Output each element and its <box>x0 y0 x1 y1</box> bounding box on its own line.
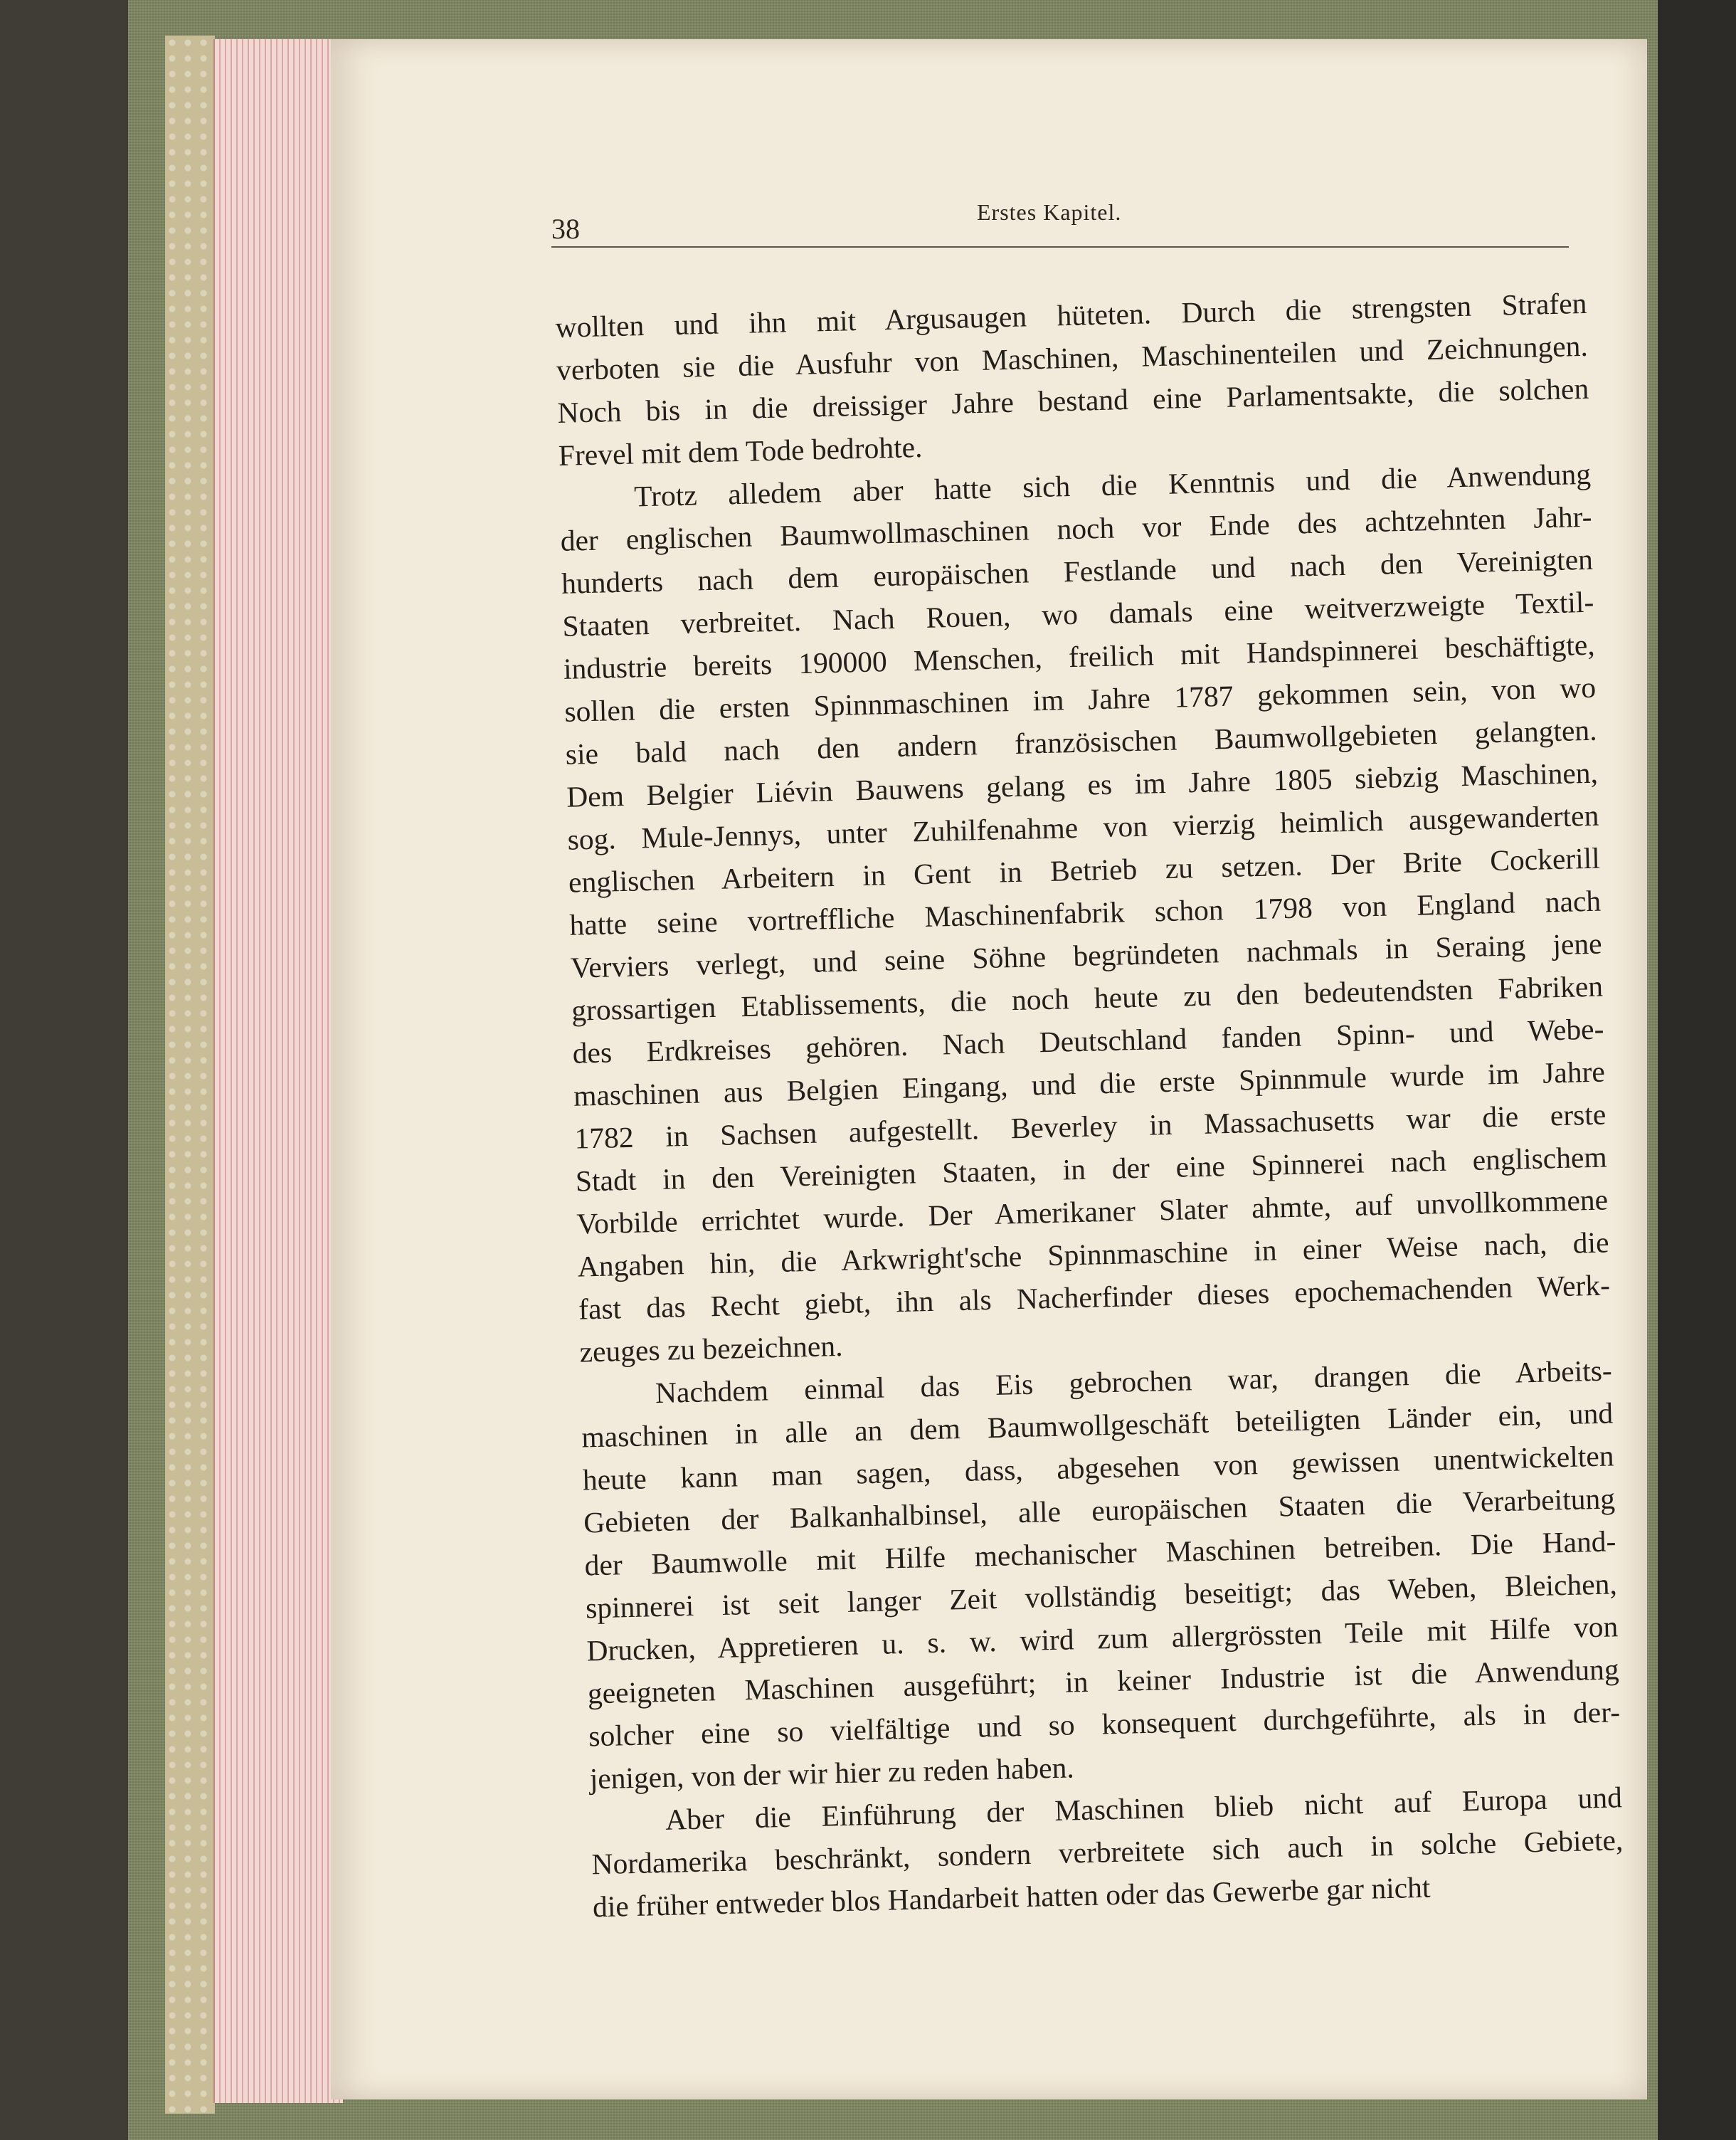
text-line: fast das Recht giebt, ihn als Nacherfinder dieses epochemachenden Werk- <box>578 1268 1611 1326</box>
text-line: spinnerei ist seit langer Zeit vollständig beseitigt; das Weben, Bleichen, <box>585 1567 1618 1625</box>
text-line: Nordamerika beschränkt, sondern verbreitete sich auch in solche Gebiete, <box>591 1823 1624 1881</box>
text-line: der englischen Baumwollmaschinen noch vor Ende des achtzehnten Jahr- <box>560 500 1592 557</box>
paragraph <box>580 1349 1621 1800</box>
text-line: sollen die ersten Spinnmaschinen im Jahre 1787 gekommen sein, von wo <box>563 670 1597 728</box>
text-line: jenigen, von der wir hier zu reden haben. <box>589 1751 1075 1796</box>
page-number: 38 <box>551 213 580 245</box>
decorative-endpaper <box>165 36 215 2114</box>
text-line: verboten sie die Ausfuhr von Maschinen, Maschinenteilen und Zeichnungen. <box>556 329 1589 386</box>
text-line: zeuges zu bezeichnen. <box>579 1329 843 1369</box>
header-rule <box>551 246 1569 248</box>
body-text <box>555 282 1624 1929</box>
text-line: geeigneten Maschinen ausgeführt; in keiner Industrie ist die Anwendung <box>587 1653 1620 1710</box>
page-edges <box>213 39 343 2103</box>
text-line: hunderts nach dem europäischen Festlande und nach den Vereinigten <box>561 542 1594 600</box>
text-line: Noch bis in die dreissiger Jahre bestand eine Parlamentsakte, die solchen <box>556 371 1589 429</box>
text-line: der Baumwolle mit Hilfe mechanischer Maschinen betreiben. Die Hand- <box>584 1524 1616 1582</box>
text-line: sog. Mule-Jennys, unter Zuhilfenahme von vierzig heimlich ausgewanderten <box>567 798 1599 856</box>
text-line: Drucken, Appretieren u. s. w. wird zum allergrössten Teile mit Hilfe von <box>586 1610 1619 1667</box>
text-line: Verviers verlegt, und seine Söhne begründeten nachmals in Seraing jene <box>570 927 1603 984</box>
text-line: Angaben hin, die Arkwright'sche Spinnmaschine in einer Weise nach, die <box>577 1226 1609 1283</box>
text-line: Vorbilde errichtet wurde. Der Amerikaner Slater ahmte, auf unvollkommene <box>576 1183 1609 1240</box>
text-line: englischen Arbeitern in Gent in Betrieb zu setzen. Der Brite Cockerill <box>568 841 1601 899</box>
text-line: Dem Belgier Liévin Bauwens gelang es im Jahre 1805 siebzig Maschinen, <box>566 756 1599 813</box>
text-line: 1782 in Sachsen aufgestellt. Beverley in Massachusetts war die erste <box>574 1097 1607 1155</box>
paragraph <box>559 453 1611 1374</box>
running-head <box>551 199 1576 256</box>
text-line: Aber die Einführung der Maschinen blieb nicht auf Europa und <box>665 1781 1623 1836</box>
text-line: maschinen aus Belgien Eingang, und die erste Spinnmule wurde im Jahre <box>573 1055 1606 1112</box>
text-line: wollten und ihn mit Argusaugen hüteten. Durch die strengsten Strafen <box>555 286 1587 344</box>
text-line: die früher entweder blos Handarbeit hatten oder das Gewerbe gar nicht <box>592 1870 1431 1924</box>
paragraph <box>590 1776 1624 1928</box>
chapter-title: Erstes Kapitel. <box>977 199 1122 225</box>
text-line: grossartigen Etablissements, die noch heute zu den bedeutendsten Fabriken <box>571 969 1604 1027</box>
text-line: Staaten verbreitet. Nach Rouen, wo damals eine weitverzweigte Textil- <box>562 585 1594 643</box>
text-line: solcher eine so vielfältige und so konsequent durchgeführte, als in der- <box>588 1695 1621 1753</box>
text-line: Trotz alledem aber hatte sich die Kenntnis und die Anwendung <box>633 457 1592 513</box>
text-line: Frevel mit dem Tode bedrohte. <box>558 430 923 472</box>
text-line: heute kann man sagen, dass, abgesehen von gewissen unentwickelten <box>582 1439 1615 1497</box>
paragraph <box>555 282 1590 477</box>
text-line: Stadt in den Vereinigten Staaten, in der eine Spinnerei nach englischem <box>575 1140 1608 1198</box>
text-line: hatte seine vortreffliche Maschinenfabrik schon 1798 von England nach <box>568 884 1602 942</box>
text-line: industrie bereits 190000 Menschen, freilich mit Handspinnerei beschäftigte, <box>563 628 1596 685</box>
text-line: sie bald nach den andern französischen Baumwollgebieten gelangten. <box>565 713 1597 771</box>
text-line: Gebieten der Balkanhalbinsel, alle europäischen Staaten die Verarbeitung <box>583 1482 1616 1539</box>
text-line: des Erdkreises gehören. Nach Deutschland fanden Spinn- und Webe- <box>572 1012 1604 1070</box>
text-line: maschinen in alle an dem Baumwollgeschäft beteiligten Länder ein, und <box>581 1396 1614 1454</box>
text-line: Nachdem einmal das Eis gebrochen war, drangen die Arbeits- <box>655 1354 1613 1410</box>
